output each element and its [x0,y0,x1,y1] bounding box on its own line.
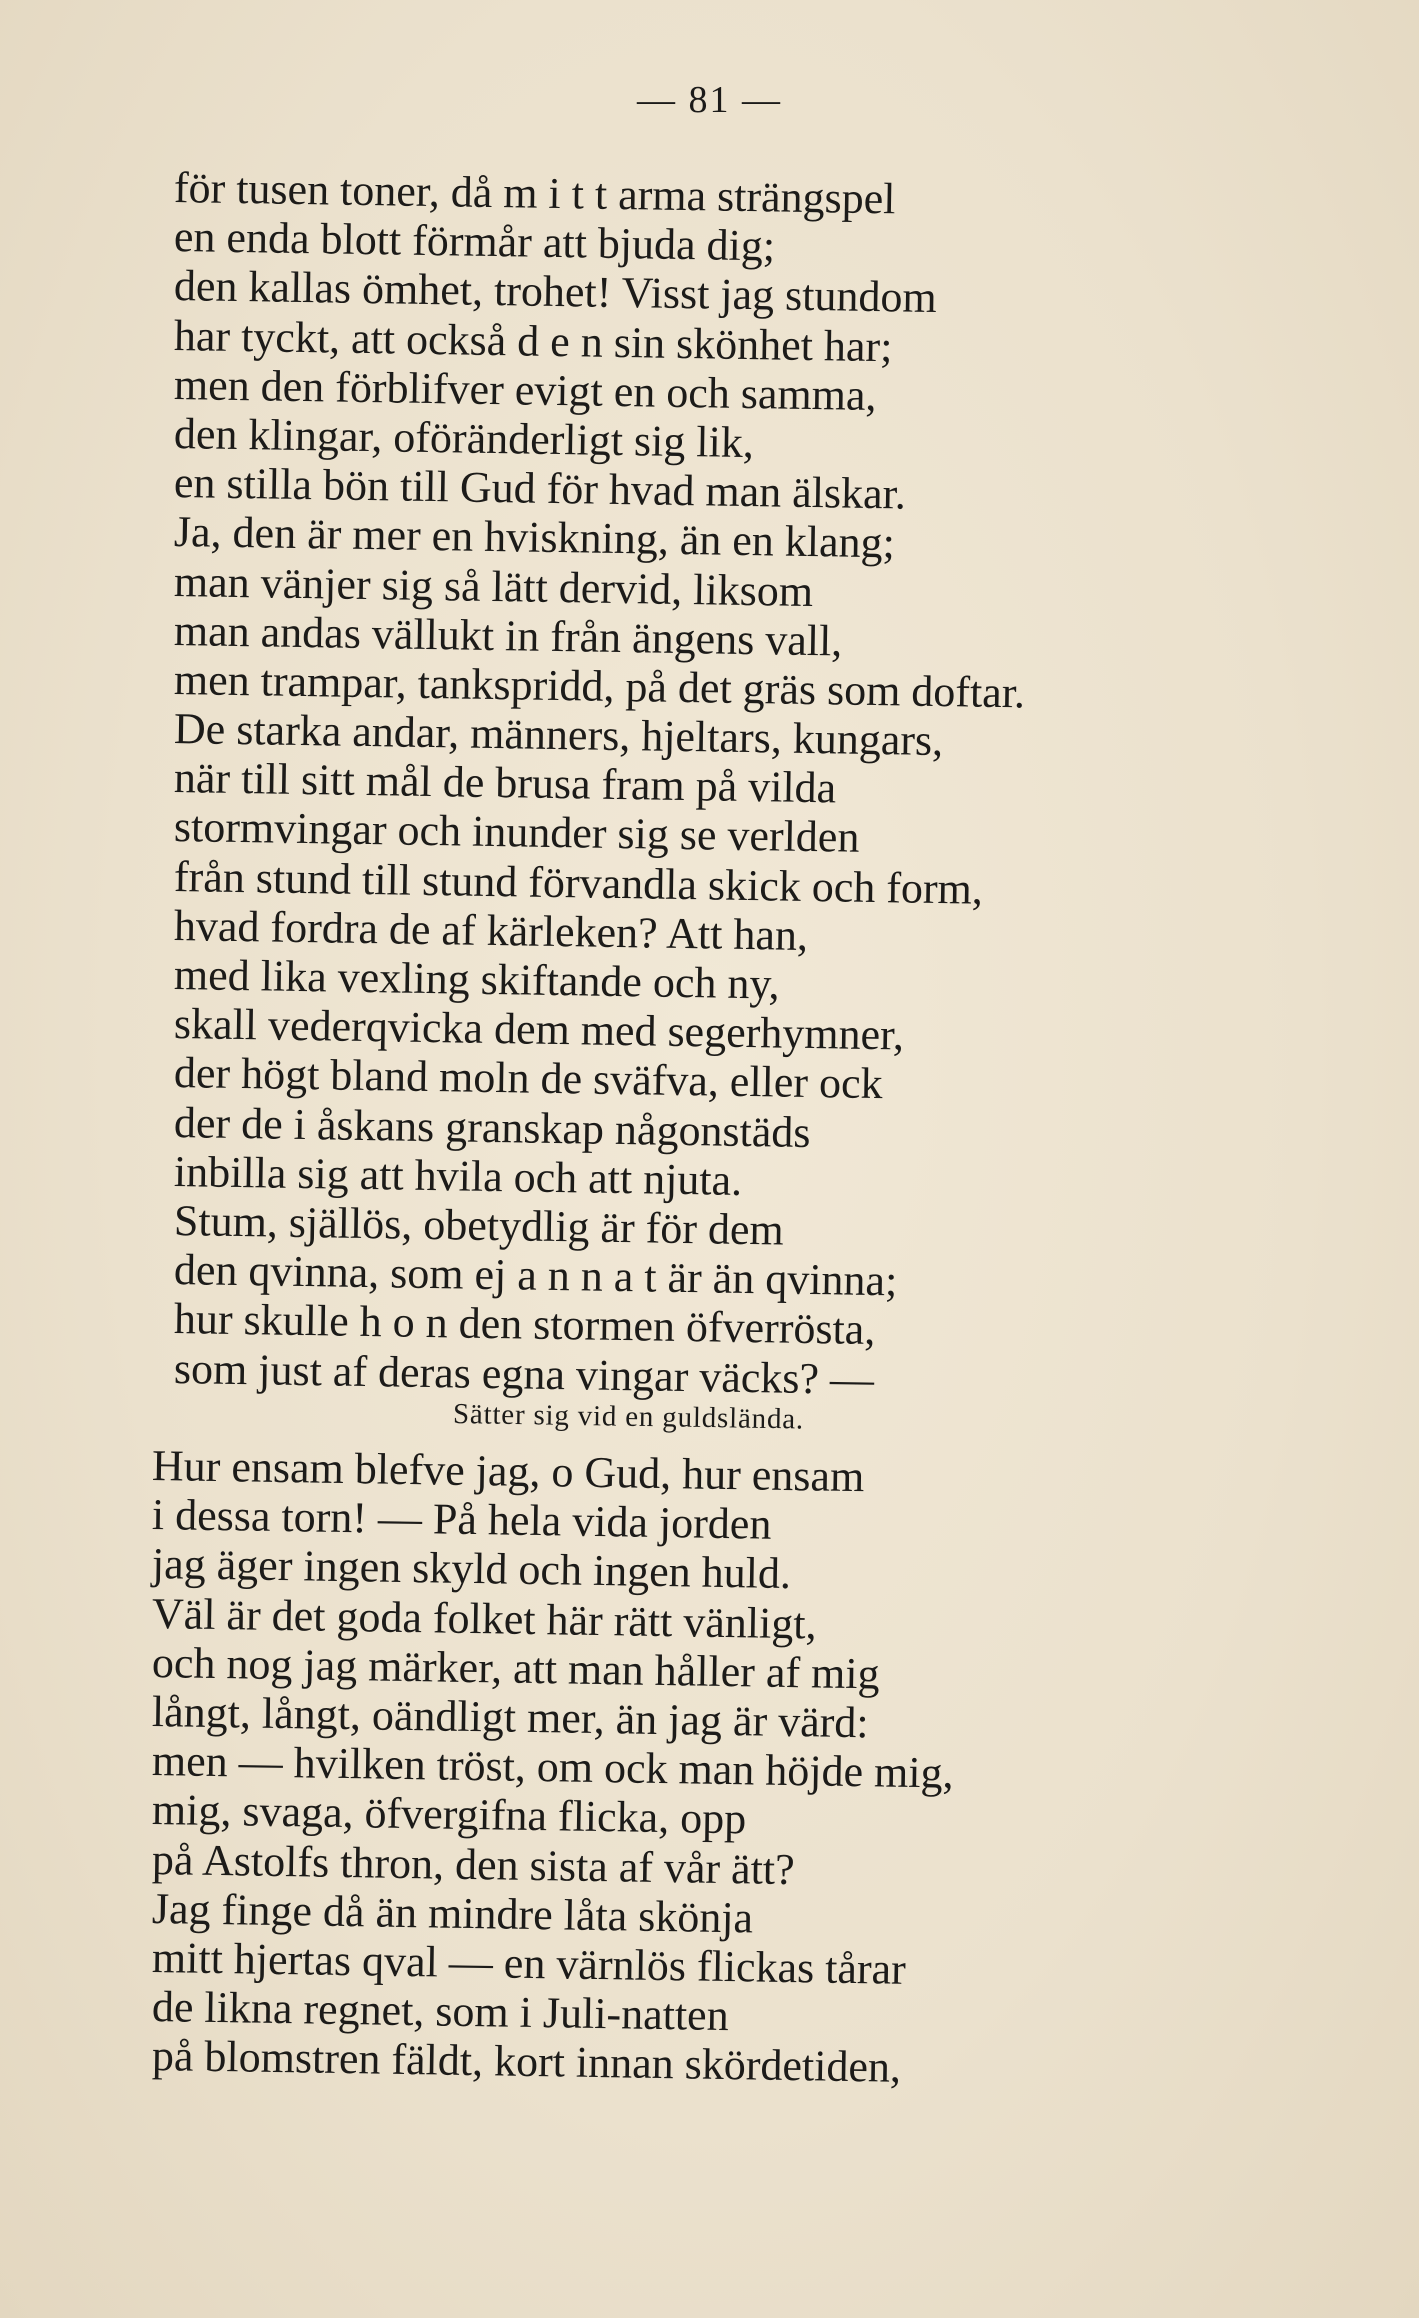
verse-line: Jag finge då än mindre låta skönja [151,1883,754,1943]
verse-line: de likna regnet, som i Juli-natten [151,1982,730,2041]
verse-line: när till sitt mål de brusa fram på vilda [173,753,837,813]
verse-line: men trampar, tankspridd, på det gräs som doftar. [173,654,1026,718]
verse-line: för tusen toner, då m i t t arma strängspel [173,163,896,224]
verse-line: på Astolfs thron, den sista af vår ätt? [151,1834,796,1894]
verse-line: man andas vällukt in från ängens vall, [173,605,843,666]
verse-line: den klingar, oföränderligt sig lik, [173,408,755,468]
verse-line: jag äger ingen skyld och ingen huld. [151,1539,792,1599]
verse-line: men den förblifver evigt en och samma, [173,359,877,420]
verse-line: och nog jag märker, att man håller af mig [151,1637,880,1699]
verse-line: en enda blott förmår att bjuda dig; [173,212,776,271]
verse-line: på blomstren fäldt, kort innan skördetiden, [151,2031,902,2093]
verse-line: mig, svaga, öfvergifna flicka, opp [151,1785,747,1844]
verse-line: som just af deras egna vingar väcks? — [173,1343,875,1404]
verse-line: der högt bland moln de sväfva, eller ock [173,1048,883,1109]
verse-line: den kallas ömhet, trohet! Visst jag stundom [173,261,938,323]
verse-line: den qvinna, som ej a n n a t är än qvinna; [173,1245,898,1306]
verse-line: i dessa torn! — På hela vida jorden [151,1490,772,1549]
verse-line: der de i åskans granskap någonstäds [173,1097,811,1157]
stage-direction: Sätter sig vid en guldslända. [452,1398,805,1436]
verse-line: hur skulle h o n den stormen öfverrösta, [173,1294,876,1355]
page-number: — 81 — [637,79,782,121]
verse-line: Väl är det goda folket här rätt vänligt, [151,1588,817,1648]
verse-line: man vänjer sig så lätt dervid, liksom [173,556,814,616]
verse-line: en stilla bön till Gud för hvad man älskar. [173,458,907,519]
verse-block-after [151,1441,954,2093]
verse-block-before [173,163,1026,1404]
verse-line: mitt hjertas qval — en värnlös flickas tårar [151,1932,907,1994]
verse-line: hvad fordra de af kärleken? Att han, [173,900,809,960]
verse-line: skall vederqvicka dem med segerhymner, [173,999,905,1060]
verse-line: Hur ensam blefve jag, o Gud, hur ensam [151,1441,865,1502]
verse-line: De starka andar, männers, hjeltars, kungars, [173,704,944,766]
verse-line: med lika vexling skiftande och ny, [173,950,780,1009]
verse-line: inbilla sig att hvila och att njuta. [173,1146,743,1205]
verse-line: men — hvilken tröst, om ock man höjde mig, [151,1736,954,1798]
verse-line: har tyckt, att också d e n sin skönhet har; [173,310,893,371]
verse-line: Ja, den är mer en hviskning, än en klang; [173,507,896,568]
verse-line: långt, långt, oändligt mer, än jag är värd: [151,1686,869,1748]
verse-line: från stund till stund förvandla skick och form, [173,851,984,914]
verse-line: Stum, själlös, obetydlig är för dem [173,1195,785,1255]
verse-line: stormvingar och inunder sig se verlden [173,802,860,863]
